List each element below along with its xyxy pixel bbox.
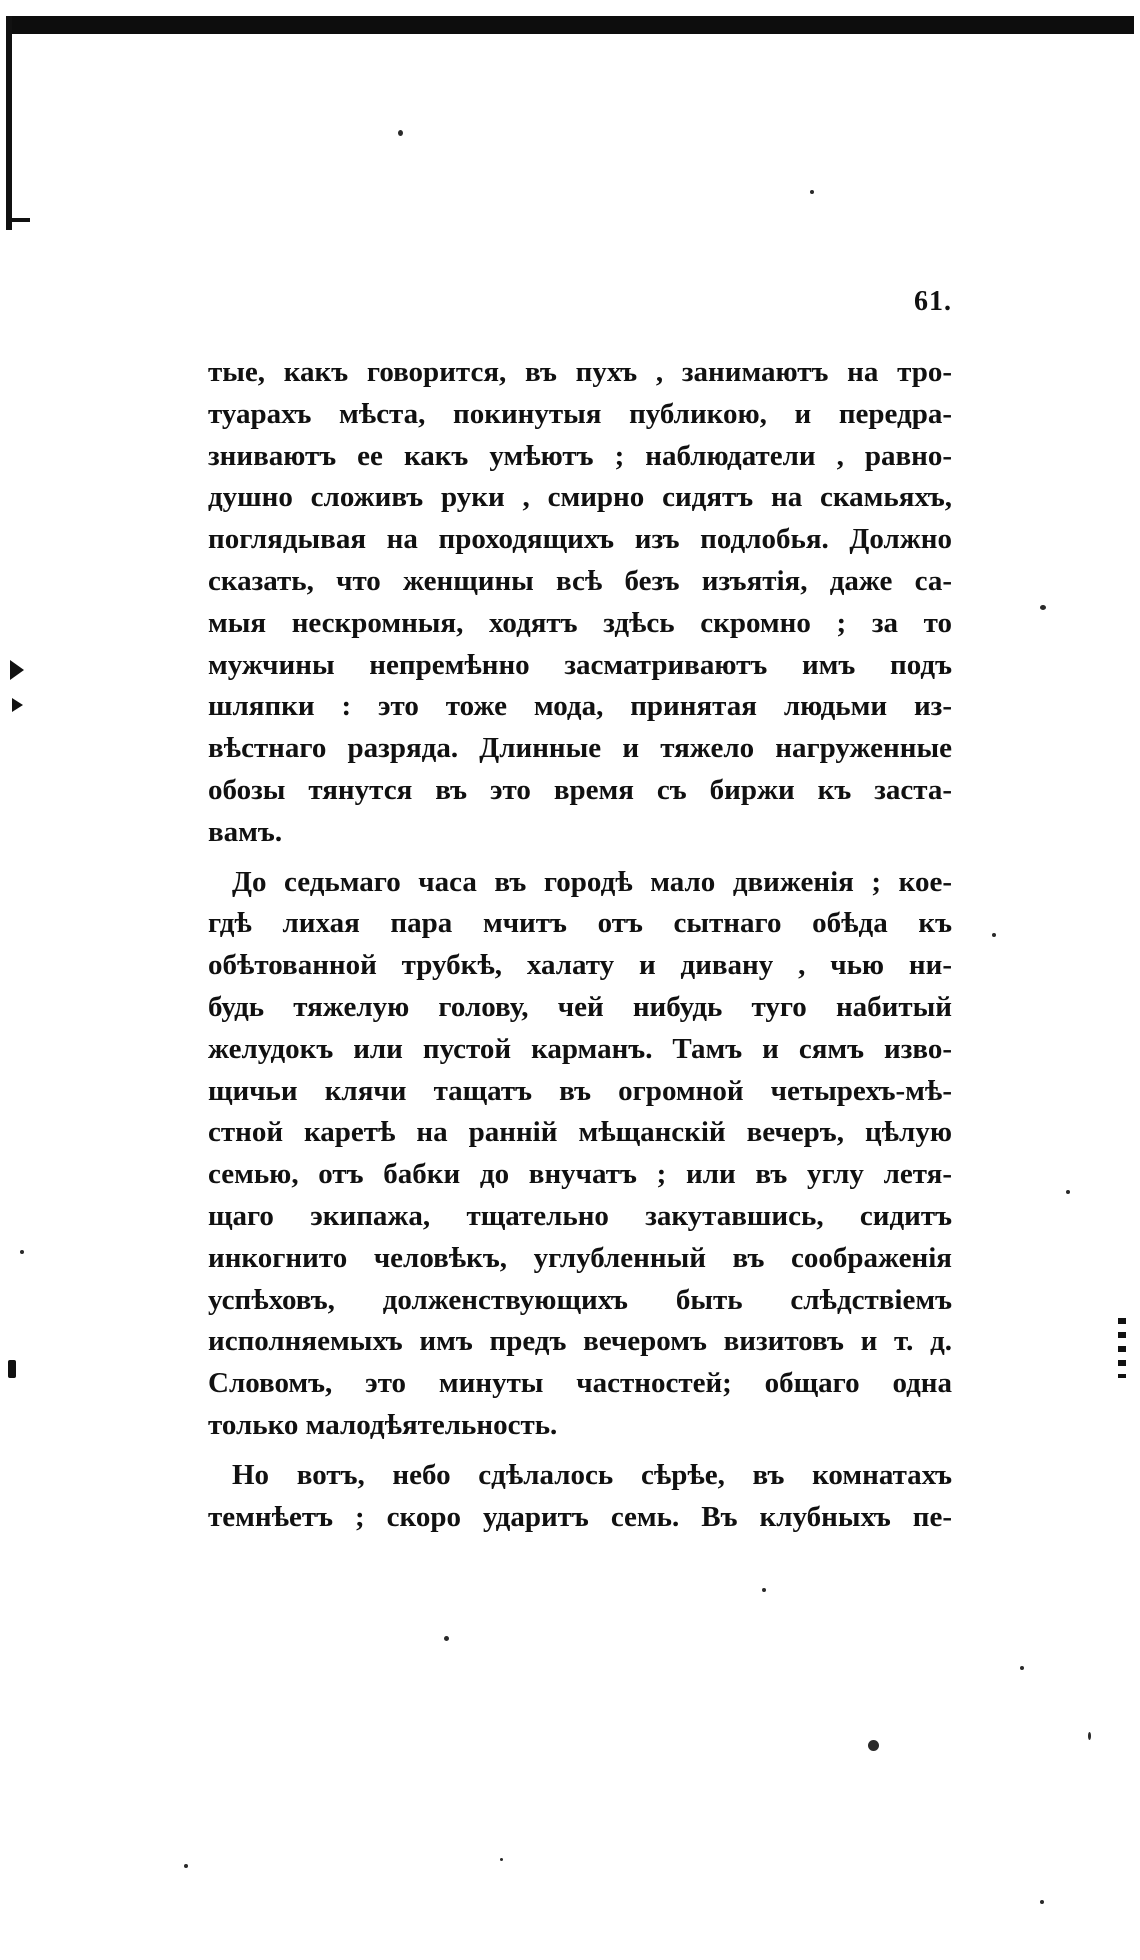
scan-speck	[184, 1864, 188, 1868]
text-line: вѣстнаго разряда. Длинные и тяжело нагруженные	[208, 732, 952, 765]
scan-edge-top	[6, 16, 1134, 34]
scan-speck	[1066, 1190, 1070, 1194]
scan-speck	[1040, 605, 1046, 610]
scan-speck	[810, 190, 814, 194]
text-line: щичьи клячи тащатъ въ огромной четырехъ-мѣ-	[208, 1074, 952, 1107]
text-line: щаго экипажа, тщательно закутавшись, сидитъ	[208, 1199, 952, 1232]
text-line: темнѣетъ ; скоро ударитъ семь. Въ клубныхъ пе-	[208, 1500, 952, 1533]
text-line: стной каретѣ на ранній мѣщанскій вечеръ, цѣлую	[208, 1116, 952, 1149]
paragraph	[208, 352, 952, 854]
scan-speck	[1040, 1900, 1044, 1904]
scan-edge-tick	[8, 218, 30, 222]
text-line: поглядывая на проходящихъ изъ подлобья. Должно	[208, 523, 952, 556]
page-number: 61.	[914, 286, 952, 317]
text-line: вамъ.	[208, 815, 283, 848]
text-line: Но вотъ, небо сдѣлалось сѣрѣе, въ комнатахъ	[232, 1458, 952, 1491]
scan-speck	[398, 130, 403, 136]
paragraph	[208, 1455, 952, 1539]
text-line: тые, какъ говорится, въ пухъ , занимаютъ на тро-	[208, 356, 952, 388]
text-line: мыя нескромныя, ходятъ здѣсь скромно ; за то	[208, 606, 952, 639]
body-text	[208, 352, 952, 1538]
text-line: исполняемыхъ имъ предъ вечеромъ визитовъ и т. д.	[208, 1325, 952, 1358]
margin-mark	[10, 660, 24, 680]
text-line: будь тяжелую голову, чей нибудь туго набитый	[208, 990, 952, 1023]
text-line: туарахъ мѣста, покинутыя публикою, и передра-	[208, 397, 952, 430]
scan-speck	[992, 933, 996, 937]
text-line: сказать, что женщины всѣ безъ изъятія, даже са-	[208, 564, 952, 597]
scan-edge-left	[6, 16, 12, 230]
text-line: мужчины непремѣнно засматриваютъ имъ подъ	[208, 648, 952, 681]
text-line: душно сложивъ руки , смирно сидятъ на скамьяхъ,	[208, 481, 952, 514]
text-line: обозы тянутся въ это время съ биржи къ заста-	[208, 773, 952, 806]
text-line: шляпки : это тоже мода, принятая людьми из-	[208, 690, 952, 723]
text-line: семью, отъ бабки до внучатъ ; или въ углу летя-	[208, 1158, 952, 1191]
scan-speck	[500, 1858, 503, 1861]
scan-speck	[20, 1250, 24, 1254]
text-line: только малодѣятельность.	[208, 1408, 558, 1441]
scan-speck	[762, 1588, 766, 1592]
text-line: До седьмаго часа въ городѣ мало движенія ; кое-	[232, 865, 952, 898]
margin-mark	[1118, 1318, 1126, 1378]
margin-mark	[8, 1360, 16, 1378]
scan-speck	[444, 1636, 449, 1641]
text-line: обѣтованной трубкѣ, халату и дивану , чью ни-	[208, 949, 952, 982]
paragraph	[208, 862, 952, 1447]
text-line: успѣховъ, долженствующихъ быть слѣдствіемъ	[208, 1283, 952, 1316]
text-line: зниваютъ ее какъ умѣютъ ; наблюдатели , равно-	[208, 439, 952, 472]
text-line: желудокъ или пустой карманъ. Тамъ и сямъ изво-	[208, 1032, 952, 1065]
margin-mark	[12, 698, 23, 712]
scan-speck	[868, 1740, 879, 1751]
text-line: инкогнито человѣкъ, углубленный въ соображенія	[208, 1241, 952, 1274]
text-line: гдѣ лихая пара мчитъ отъ сытнаго обѣда къ	[208, 907, 952, 940]
scan-speck	[1088, 1732, 1091, 1740]
text-line: Словомъ, это минуты частностей; общаго одна	[208, 1367, 952, 1400]
scan-speck	[1020, 1666, 1024, 1670]
